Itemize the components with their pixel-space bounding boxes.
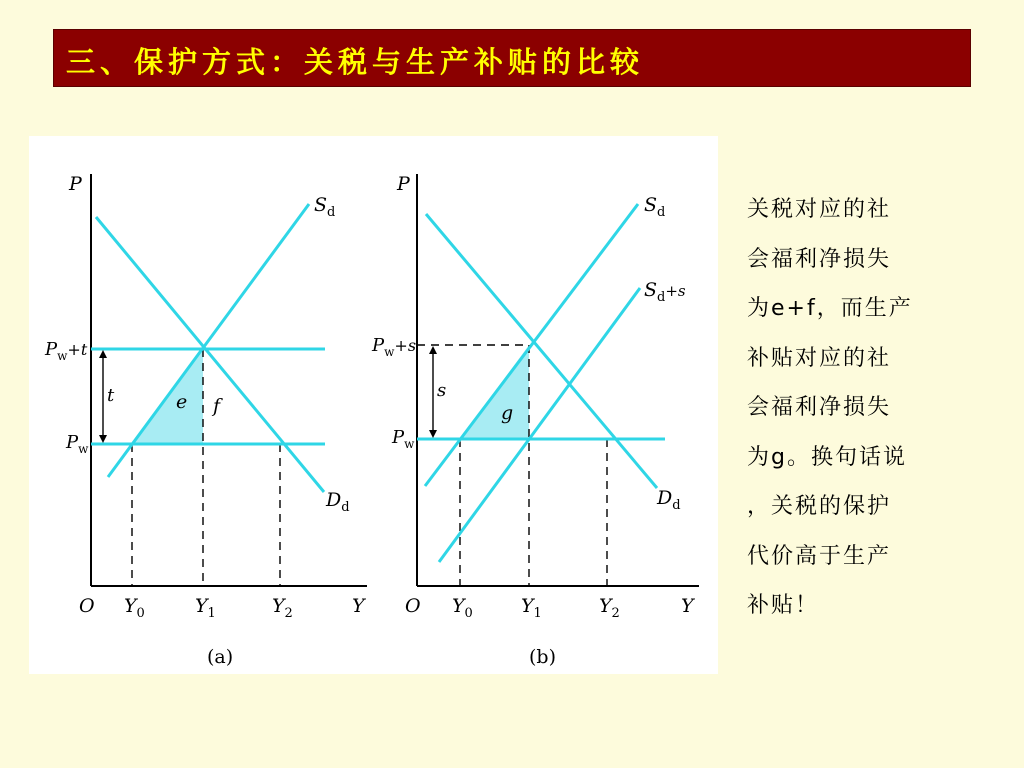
diagram-a xyxy=(44,173,367,668)
comparison-diagrams xyxy=(29,136,718,674)
b-supply-label: $S_d$ xyxy=(644,194,666,220)
a-supply-label: $S_d$ xyxy=(314,194,336,220)
b-supply-curve xyxy=(425,204,638,486)
a-world-price-label: $P_w$ xyxy=(66,432,89,456)
diagram-panel xyxy=(29,136,718,674)
a-tick-y2: $Y_2$ xyxy=(272,595,293,621)
b-tick-y1: $Y_1$ xyxy=(521,595,542,621)
a-area-f-label: f xyxy=(213,395,221,417)
slide-title: 三、保护方式：关税与生产补贴的比较 xyxy=(66,45,645,79)
a-axis-p-label: P xyxy=(69,173,82,195)
b-supply-subsidy-curve xyxy=(439,288,640,562)
b-area-g-label: g xyxy=(501,402,514,424)
title-bar xyxy=(53,29,971,87)
b-tick-y0: $Y_0$ xyxy=(452,595,473,621)
b-axis-y-label: Y xyxy=(681,595,694,617)
explanation-text: 关税对应的社 会福利净损失 为e+f，而生产 补贴对应的社 会福利净损失 为g。换句话说 ，关税的保护 代价高于生产 补贴！ xyxy=(747,197,913,618)
b-world-price-label: $P_w$ xyxy=(392,427,415,451)
b-supply-subsidy-label: $S_d^{+s}$ xyxy=(644,279,686,305)
diagram-b xyxy=(371,173,699,668)
b-axis-p-label: P xyxy=(397,173,410,195)
b-demand-label: $D_d$ xyxy=(657,487,681,513)
a-tick-y1: $Y_1$ xyxy=(195,595,216,621)
b-caption: (b) xyxy=(529,646,556,668)
b-tick-y2: $Y_2$ xyxy=(599,595,620,621)
a-tariff-label: t xyxy=(107,385,115,406)
a-tick-y0: $Y_0$ xyxy=(124,595,145,621)
a-origin-label: O xyxy=(79,595,95,617)
a-axis-y-label: Y xyxy=(352,595,365,617)
b-origin-label: O xyxy=(405,595,421,617)
b-subsidy-label: s xyxy=(437,380,447,401)
a-demand-label: $D_d$ xyxy=(326,489,350,515)
a-area-e-label: e xyxy=(176,391,188,413)
a-upper-price-label: $P_w+t$ xyxy=(45,339,88,363)
a-caption: (a) xyxy=(207,646,234,668)
a-demand-curve xyxy=(96,217,324,492)
b-upper-price-label: $P_w+s$ xyxy=(372,335,417,359)
